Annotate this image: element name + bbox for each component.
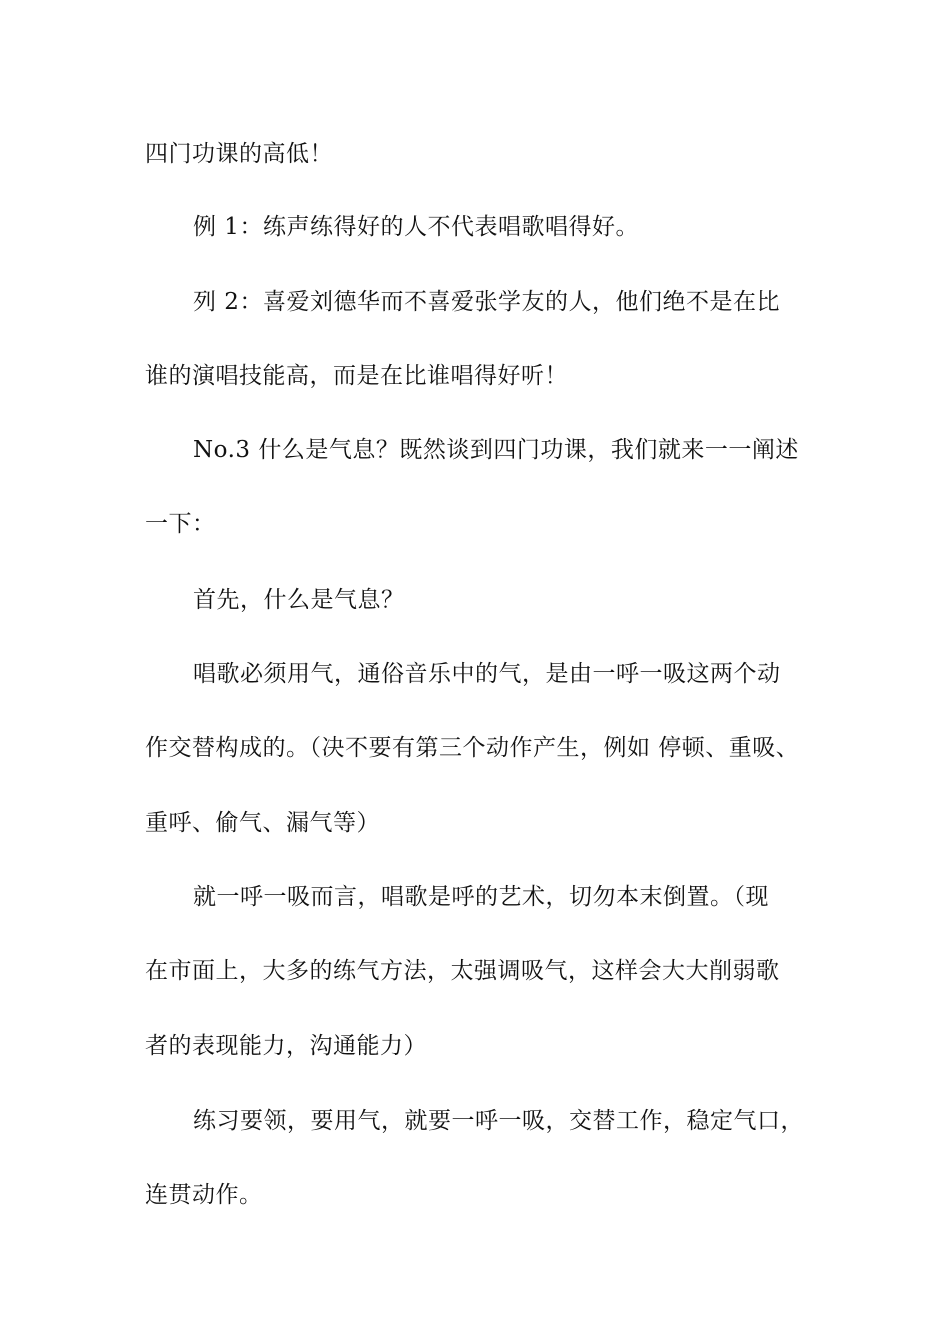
text-line: 列 2：喜爱刘德华而不喜爱张学友的人，他们绝不是在比 [193,289,780,315]
text-line: 练习要领，要用气，就要一呼一吸，交替工作，稳定气口， [193,1108,804,1134]
text-line: 例 1：练声练得好的人不代表唱歌唱得好。 [193,214,639,240]
text-line: 重呼、偷气、漏气等） [145,810,380,836]
text-line: 者的表现能力，沟通能力） [145,1033,427,1059]
text-line: 在市面上，大多的练气方法，太强调吸气，这样会大大削弱歌 [145,958,780,984]
text-line: 谁的演唱技能高，而是在比谁唱得好听！ [145,363,568,389]
text-line: 就一呼一吸而言，唱歌是呼的艺术，切勿本末倒置。（现 [193,884,769,910]
text-line: No.3 什么是气息？既然谈到四门功课，我们就来一一阐述 [193,437,799,463]
text-line: 唱歌必须用气，通俗音乐中的气，是由一呼一吸这两个动 [193,661,781,687]
text-line: 作交替构成的。（决不要有第三个动作产生，例如 停顿、重吸、 [145,735,800,761]
text-line: 四门功课的高低！ [145,141,333,167]
text-line: 一下： [145,511,216,537]
text-line: 连贯动作。 [145,1182,263,1208]
text-line: 首先，什么是气息？ [193,587,405,613]
